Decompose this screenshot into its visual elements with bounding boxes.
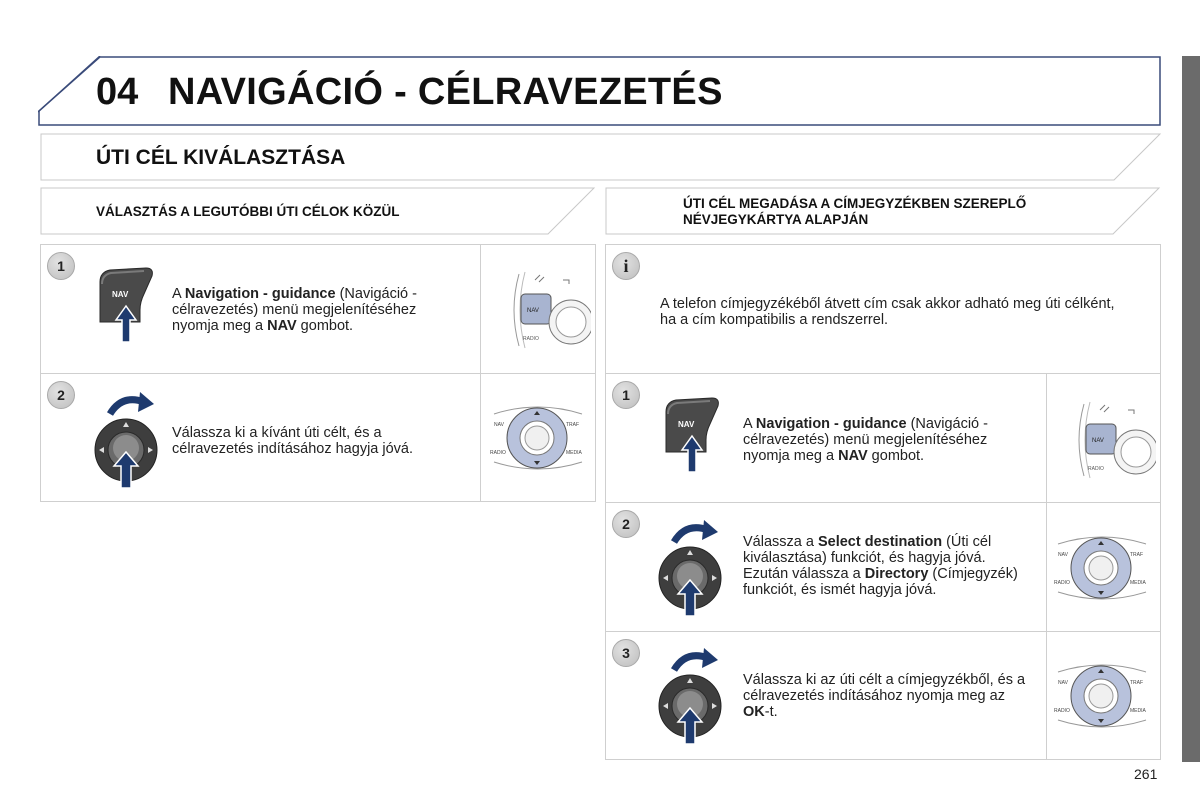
step-number-badge: 1 — [47, 252, 75, 280]
step-number-badge: 1 — [612, 381, 640, 409]
text-run: A — [743, 416, 756, 432]
radio-key-label: RADIO — [1054, 708, 1070, 714]
radio-key-label: RADIO — [523, 336, 539, 342]
text-bold: NAV — [267, 318, 297, 334]
rotary-knob-illustration — [656, 518, 728, 618]
chapter-side-tab — [1182, 56, 1200, 762]
text-bold: OK — [743, 704, 765, 720]
right-step-2-text — [743, 534, 1033, 598]
right-info-text: A telefon címjegyzékéből átvett cím csak akkor adható meg úti célként, ha a cím kompatibilis a rendszerrel. — [660, 296, 1115, 328]
info-icon: i — [612, 252, 640, 280]
nav-key-label: NAV — [1058, 552, 1068, 558]
section-title: ÚTI CÉL KIVÁLASZTÁSA — [96, 146, 346, 169]
left-heading: VÁLASZTÁS A LEGUTÓBBI ÚTI CÉLOK KÖZÜL — [96, 204, 400, 219]
text-run: (Címjegyzék) funkciót, és ismét hagyja jóvá. — [743, 566, 1018, 598]
media-key-label: MEDIA — [566, 450, 582, 456]
nav-key-label: NAV — [494, 422, 504, 428]
nav-key-label: NAV — [678, 420, 695, 429]
text-run: (Úti cél kiválasztása) funkciót, és hagyja jóvá. Ezután válassza a — [743, 534, 992, 582]
traf-key-label: TRAF — [566, 422, 580, 428]
nav-key-label: NAV — [1092, 438, 1104, 444]
control-panel-thumbnail — [1052, 658, 1152, 734]
step-number-badge: 2 — [612, 510, 640, 538]
step-number-badge: 2 — [47, 381, 75, 409]
text-run: -t. — [764, 704, 778, 720]
nav-key-label: NAV — [527, 308, 539, 314]
text-run: gombot. — [296, 318, 354, 334]
right-heading-band — [605, 187, 1161, 235]
text-bold: Navigation - guidance — [184, 286, 336, 302]
radio-key-label: RADIO — [490, 450, 506, 456]
control-panel-thumbnail — [1052, 530, 1152, 606]
rotary-knob-illustration — [92, 390, 164, 490]
text-run: Válassza ki az úti célt a címjegyzékből, és a célravezetés indításához nyomja meg az — [743, 672, 1026, 704]
text-run: Válassza a — [743, 534, 818, 550]
traf-key-label: TRAF — [1130, 552, 1144, 558]
radio-key-label: RADIO — [1088, 466, 1104, 472]
text-bold: Navigation - guidance — [755, 416, 907, 432]
text-run: gombot. — [867, 448, 925, 464]
traf-key-label: TRAF — [1130, 680, 1144, 686]
dashboard-panel-thumbnail — [505, 270, 591, 350]
text-bold: Directory — [864, 566, 929, 582]
nav-button-illustration — [660, 396, 726, 476]
nav-key-label: NAV — [112, 290, 129, 299]
left-step-2-text: Válassza ki a kívánt úti célt, és a célravezetés indításához hagyja jóvá. — [172, 425, 414, 457]
left-step-1-text — [172, 286, 462, 334]
radio-key-label: RADIO — [1054, 580, 1070, 586]
control-panel-thumbnail — [488, 400, 588, 476]
text-run: (Navigáció - célravezetés) menü megjelenítéséhez nyomja meg a — [172, 286, 417, 334]
text-bold: NAV — [838, 448, 868, 464]
right-heading-frame — [605, 187, 1161, 235]
right-step-1-text — [743, 416, 1033, 464]
step-number-badge: 3 — [612, 639, 640, 667]
text-bold: Select destination — [817, 534, 943, 550]
nav-button-illustration — [94, 266, 160, 346]
rotary-knob-illustration — [656, 646, 728, 746]
text-run: A — [172, 286, 185, 302]
media-key-label: MEDIA — [1130, 708, 1146, 714]
nav-key-label: NAV — [1058, 680, 1068, 686]
text-run: (Navigáció - célravezetés) menü megjelenítéséhez nyomja meg a — [743, 416, 988, 464]
dashboard-panel-thumbnail — [1070, 400, 1156, 480]
right-step-3-text — [743, 672, 1033, 720]
media-key-label: MEDIA — [1130, 580, 1146, 586]
chapter-number: 04 — [96, 71, 139, 113]
chapter-title: NAVIGÁCIÓ - CÉLRAVEZETÉS — [168, 71, 723, 113]
page-number: 261 — [1134, 766, 1158, 782]
right-heading-line2: NÉVJEGYKÁRTYA ALAPJÁN — [683, 212, 869, 227]
right-heading-line1: ÚTI CÉL MEGADÁSA A CÍMJEGYZÉKBEN SZEREPLŐ — [683, 196, 1027, 211]
